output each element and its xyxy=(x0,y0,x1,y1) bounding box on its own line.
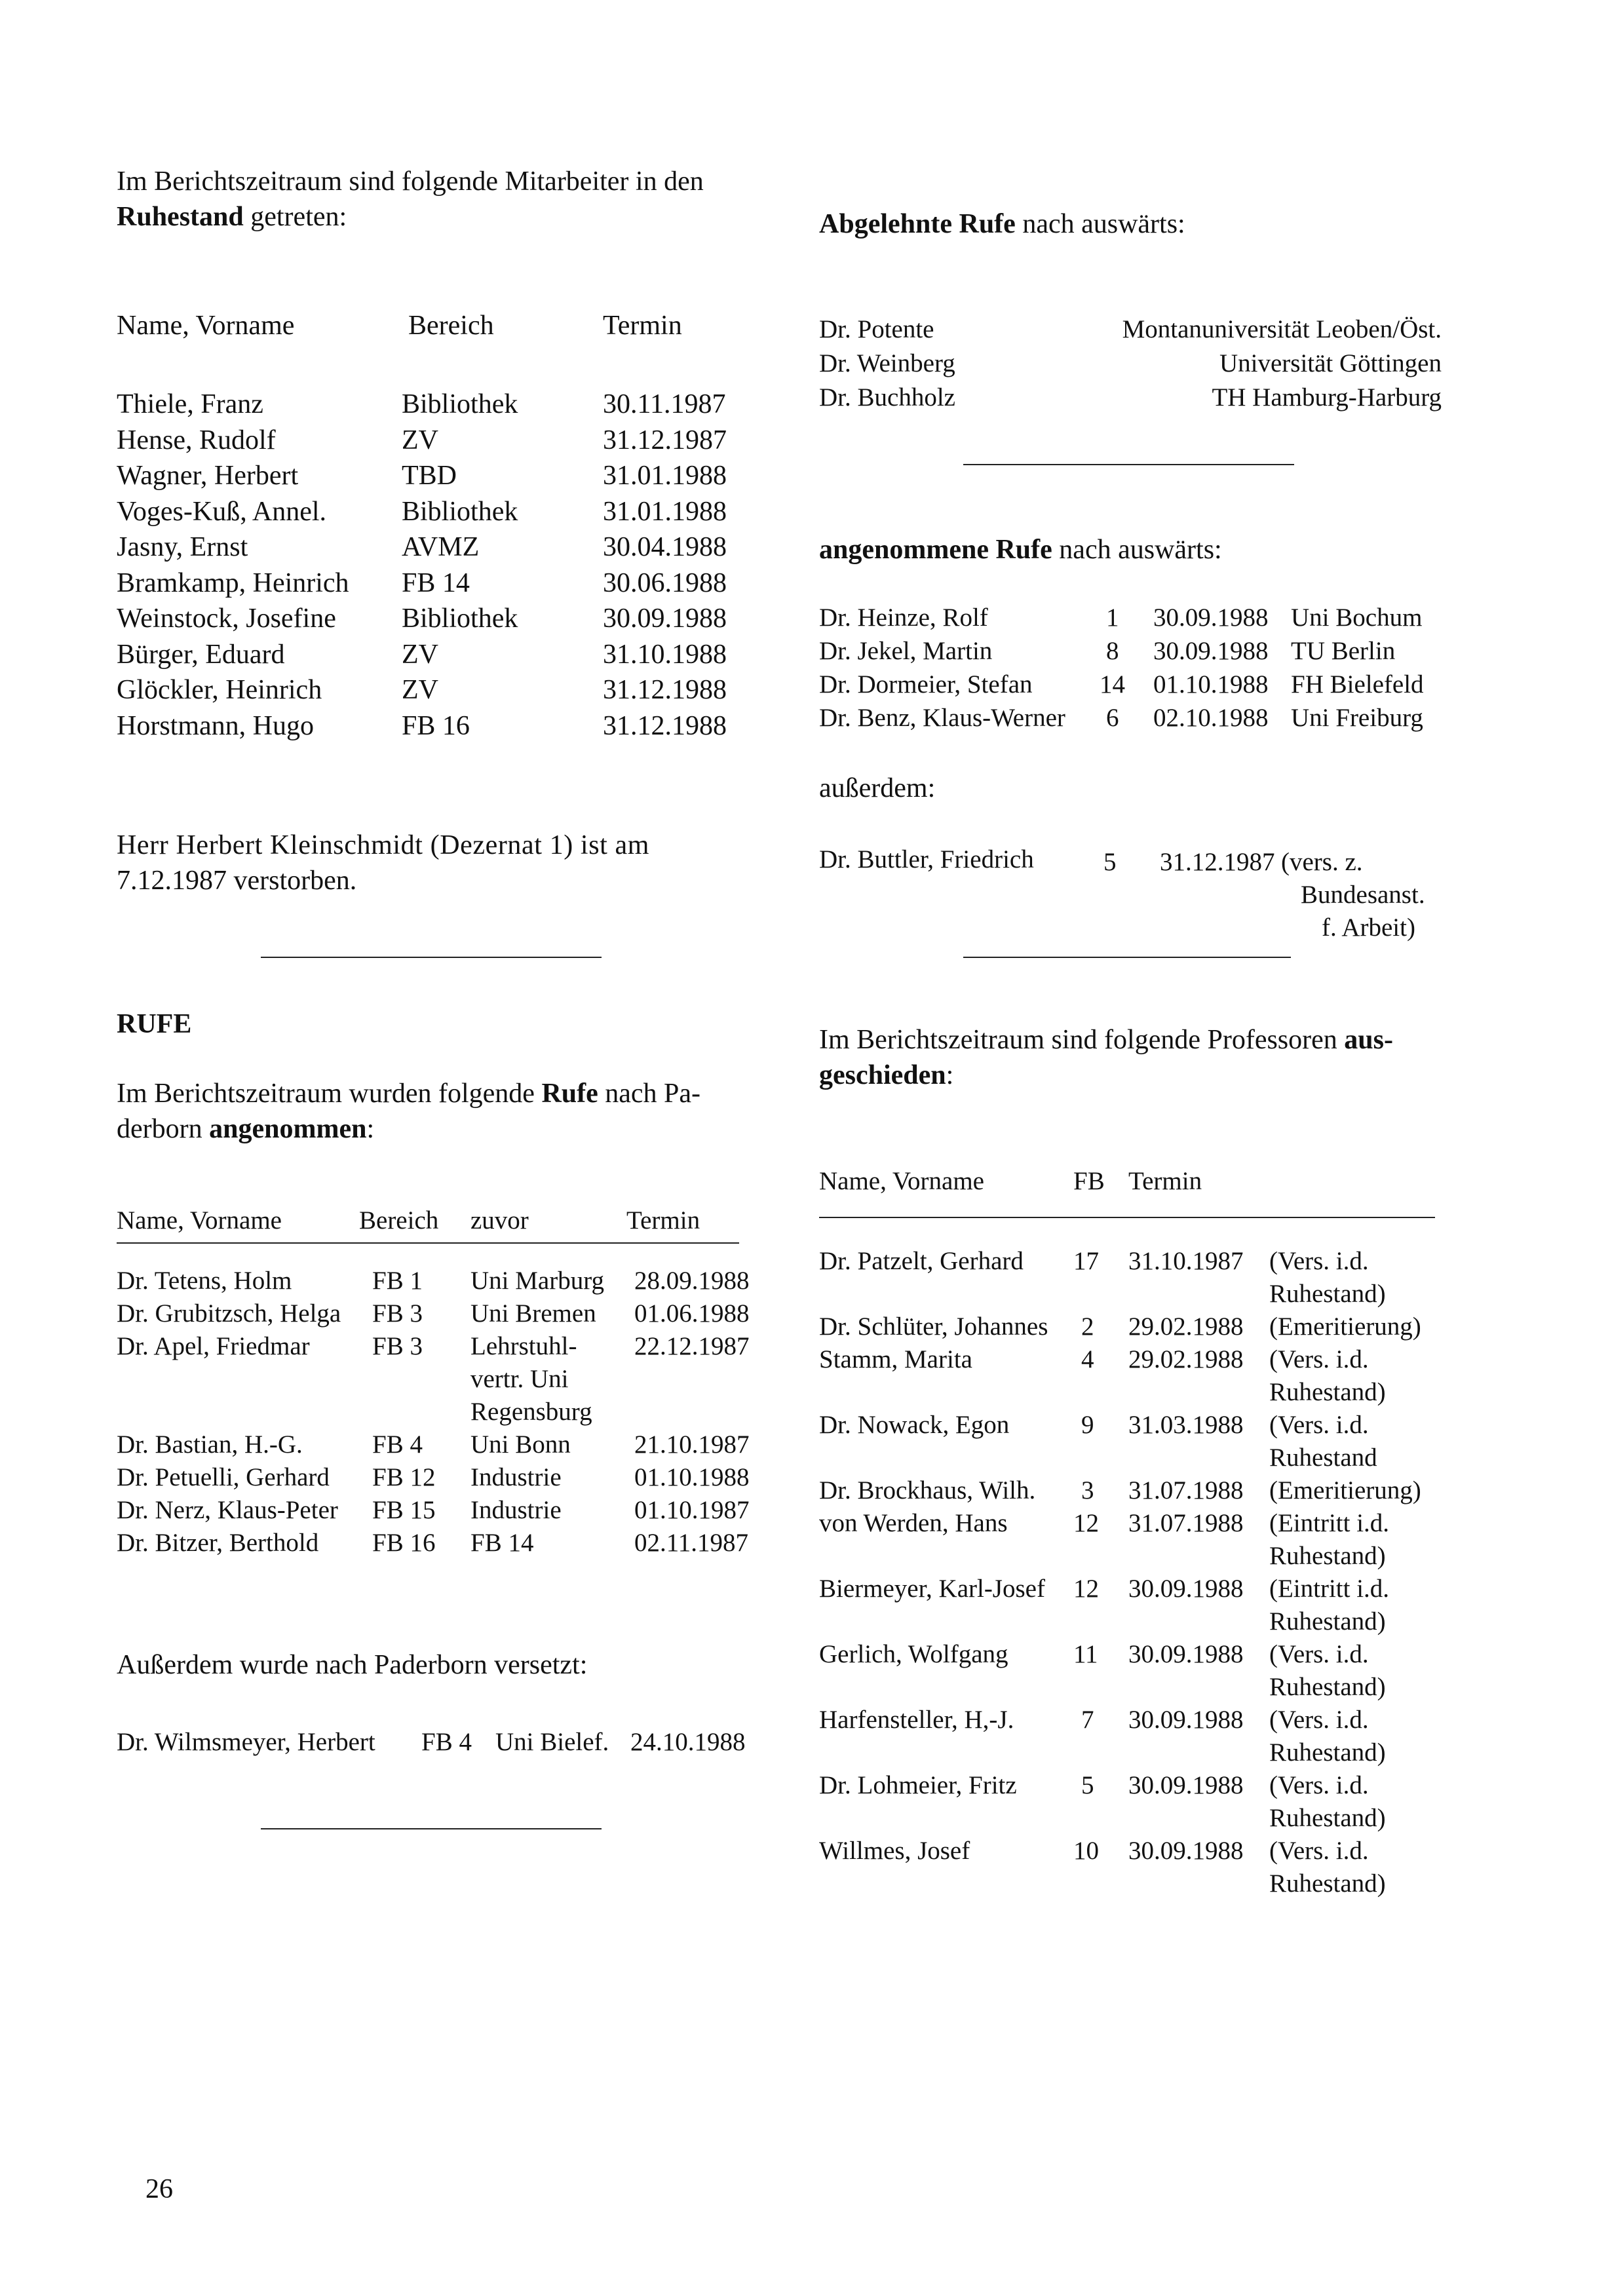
angenommen-date: 30.09.1988 xyxy=(1153,603,1269,632)
ausgeschieden-fb: 5 xyxy=(1081,1771,1094,1799)
ausgeschieden-note: (Emeritierung) xyxy=(1269,1476,1421,1504)
rufe-zuvor: Lehrstuhl- xyxy=(470,1332,577,1360)
ausgeschieden-intro-2b: geschieden xyxy=(819,1060,946,1090)
ausgeschieden-name: von Werden, Hans xyxy=(819,1509,1008,1537)
ruhestand-intro xyxy=(117,164,704,235)
abgelehnt-place: Montanuniversität Leoben/Öst. xyxy=(1122,315,1442,343)
rufe-header xyxy=(117,1204,739,1237)
angenommen-place: Uni Freiburg xyxy=(1291,704,1423,732)
rufe-termin: 21.10.1987 xyxy=(634,1430,750,1459)
divider xyxy=(963,464,1294,465)
rufe-name: Dr. Petuelli, Gerhard xyxy=(117,1463,330,1491)
abgelehnt-heading-rest: nach auswärts: xyxy=(1022,209,1185,239)
ausgeschieden-name: Stamm, Marita xyxy=(819,1345,972,1373)
ausgeschieden-note: (Vers. i.d. xyxy=(1269,1837,1369,1865)
ruhestand-name: Weinstock, Josefine xyxy=(117,603,336,634)
ausgeschieden-note: (Vers. i.d. xyxy=(1269,1247,1369,1275)
rufe-table xyxy=(117,1204,750,1571)
abgelehnt-place: TH Hamburg-Harburg xyxy=(1212,383,1442,411)
ruhestand-intro-line1: Im Berichtszeitraum sind folgende Mitarbeiter in den xyxy=(117,166,704,197)
rufe-zuvor: vertr. Uni xyxy=(470,1365,569,1393)
ausgeschieden-note-cont: Ruhestand) xyxy=(1269,1804,1386,1832)
angenommen-place: FH Bielefeld xyxy=(1291,670,1424,698)
divider xyxy=(261,957,602,958)
divider xyxy=(261,1828,602,1829)
ausserdem-label: außerdem: xyxy=(819,773,936,803)
rufe-termin: 01.10.1988 xyxy=(634,1463,750,1491)
rufe-bereich: FB 12 xyxy=(372,1463,436,1491)
divider xyxy=(963,957,1291,958)
ruhestand-intro-end: getreten: xyxy=(250,202,347,232)
ausgeschieden-intro-1: Im Berichtszeitraum sind folgende Professoren xyxy=(819,1025,1337,1055)
rufe-bereich: FB 1 xyxy=(372,1267,423,1295)
rufe-termin: 22.12.1987 xyxy=(634,1332,750,1360)
angenommen-name: Dr. Benz, Klaus-Werner xyxy=(819,704,1065,732)
ausgeschieden-fb: 10 xyxy=(1073,1837,1099,1865)
rufe-intro-1c: nach Pa- xyxy=(605,1079,701,1109)
ruhestand-name: Horstmann, Hugo xyxy=(117,710,314,741)
ruhestand-name: Voges-Kuß, Annel. xyxy=(117,496,327,527)
ausgeschieden-note-cont: Ruhestand) xyxy=(1269,1280,1386,1308)
ausgeschieden-note-cont: Ruhestand) xyxy=(1269,1869,1386,1898)
rufe-intro-1b: Rufe xyxy=(541,1079,598,1109)
ausgeschieden-header-name: Name, Vorname xyxy=(819,1167,984,1195)
rufe-header-rule xyxy=(117,1242,739,1244)
angenommen-name: Dr. Heinze, Rolf xyxy=(819,603,988,632)
ausgeschieden-name: Dr. Patzelt, Gerhard xyxy=(819,1247,1024,1275)
ausgeschieden-header-termin: Termin xyxy=(1128,1167,1202,1195)
rufe-name: Dr. Bastian, H.-G. xyxy=(117,1430,303,1459)
angenommen-date: 01.10.1988 xyxy=(1153,670,1269,698)
ruhestand-name: Bürger, Eduard xyxy=(117,639,285,670)
ruhestand-bereich: Bibliothek xyxy=(402,496,518,527)
ausgeschieden-fb: 11 xyxy=(1073,1640,1098,1668)
page-number: 26 xyxy=(145,2174,173,2204)
rufe-zuvor: FB 14 xyxy=(470,1529,534,1557)
ruhestand-termin: 31.01.1988 xyxy=(603,461,727,491)
ausgeschieden-fb: 12 xyxy=(1073,1575,1099,1603)
ruhestand-bereich: TBD xyxy=(402,461,457,491)
angenommen-date: 30.09.1988 xyxy=(1153,637,1269,665)
rufe-termin: 01.06.1988 xyxy=(634,1299,750,1328)
angenommen-fb: 8 xyxy=(1106,637,1119,665)
rufe-heading xyxy=(117,1006,191,1042)
rufe-termin: 28.09.1988 xyxy=(634,1267,750,1295)
rufe-name: Dr. Nerz, Klaus-Peter xyxy=(117,1496,338,1524)
ausgeschieden-header-fb: FB xyxy=(1073,1167,1105,1195)
death-note xyxy=(117,828,649,898)
angenommen-heading-bold: angenommene Rufe xyxy=(819,535,1052,565)
ausgeschieden-table xyxy=(819,1165,1448,1919)
ausgeschieden-name: Harfensteller, H,-J. xyxy=(819,1706,1014,1734)
rufe-intro-2a: derborn xyxy=(117,1114,202,1144)
ruhestand-bereich: ZV xyxy=(402,639,438,670)
angenommen-heading-rest: nach auswärts: xyxy=(1059,535,1222,565)
ruhestand-name: Wagner, Herbert xyxy=(117,461,299,491)
versetzt-zuvor: Uni Bielef. xyxy=(495,1728,609,1756)
ruhestand-bereich: ZV xyxy=(402,675,438,705)
ausgeschieden-note: (Eintritt i.d. xyxy=(1269,1575,1390,1603)
versetzt-bereich: FB 4 xyxy=(421,1728,472,1756)
ausgeschieden-date: 29.02.1988 xyxy=(1128,1312,1244,1341)
ausgeschieden-date: 31.07.1988 xyxy=(1128,1509,1244,1537)
ruhestand-termin: 30.09.1988 xyxy=(603,603,727,634)
rufe-termin: 01.10.1987 xyxy=(634,1496,750,1524)
rufe-zuvor: Industrie xyxy=(470,1463,562,1491)
ausgeschieden-fb: 9 xyxy=(1081,1411,1094,1439)
ruhestand-name: Thiele, Franz xyxy=(117,389,263,419)
buttler-row xyxy=(819,843,1448,948)
rufe-zuvor: Uni Bremen xyxy=(470,1299,596,1328)
ausgeschieden-note: (Eintritt i.d. xyxy=(1269,1509,1390,1537)
ruhestand-bereich: Bibliothek xyxy=(402,389,518,419)
ruhestand-header-termin: Termin xyxy=(603,311,682,341)
ruhestand-intro-bold: Ruhestand xyxy=(117,202,244,232)
rufe-bereich: FB 3 xyxy=(372,1332,423,1360)
ausgeschieden-date: 30.09.1988 xyxy=(1128,1837,1244,1865)
ausgeschieden-date: 31.03.1988 xyxy=(1128,1411,1244,1439)
angenommen-place: TU Berlin xyxy=(1291,637,1396,665)
ruhestand-header-bereich: Bereich xyxy=(408,311,494,341)
ruhestand-termin: 30.04.1988 xyxy=(603,532,727,562)
ausgeschieden-note-cont: Ruhestand) xyxy=(1269,1378,1386,1406)
ausgeschieden-date: 31.07.1988 xyxy=(1128,1476,1244,1504)
abgelehnt-name: Dr. Weinberg xyxy=(819,349,955,377)
rufe-name: Dr. Grubitzsch, Helga xyxy=(117,1299,341,1328)
ruhestand-bereich: AVMZ xyxy=(402,532,480,562)
rufe-intro-line1 xyxy=(117,1076,700,1111)
ausgeschieden-note-cont: Ruhestand) xyxy=(1269,1738,1386,1767)
ruhestand-termin: 31.12.1987 xyxy=(603,425,727,455)
ruhestand-termin: 30.11.1987 xyxy=(603,389,726,419)
rufe-header-name: Name, Vorname xyxy=(117,1206,282,1234)
angenommen-table xyxy=(819,602,1448,739)
ruhestand-bereich: FB 14 xyxy=(402,567,470,598)
ausgeschieden-name: Dr. Lohmeier, Fritz xyxy=(819,1771,1017,1799)
rufe-intro-2b: angenommen xyxy=(209,1114,367,1144)
ausgeschieden-note-cont: Ruhestand) xyxy=(1269,1673,1386,1701)
ruhestand-intro-line2 xyxy=(117,199,704,235)
rufe-zuvor: Uni Bonn xyxy=(470,1430,571,1459)
ausgeschieden-name: Dr. Nowack, Egon xyxy=(819,1411,1010,1439)
ruhestand-termin: 31.12.1988 xyxy=(603,710,727,741)
buttler-name: Dr. Buttler, Friedrich xyxy=(819,845,1034,873)
ausgeschieden-date: 31.10.1987 xyxy=(1128,1247,1244,1275)
ausgeschieden-note-cont: Ruhestand) xyxy=(1269,1607,1386,1636)
buttler-note-1: (vers. z. xyxy=(1281,848,1363,876)
buttler-note-2: Bundesanst. xyxy=(1301,881,1425,909)
ausgeschieden-note-cont: Ruhestand xyxy=(1269,1444,1377,1472)
versetzt-termin: 24.10.1988 xyxy=(630,1728,746,1756)
ausgeschieden-header xyxy=(819,1165,1448,1198)
rufe-header-bereich: Bereich xyxy=(359,1206,439,1234)
rufe-zuvor: Regensburg xyxy=(470,1398,592,1426)
angenommen-fb: 14 xyxy=(1100,670,1125,698)
ausgeschieden-date: 30.09.1988 xyxy=(1128,1706,1244,1734)
ruhestand-termin: 31.10.1988 xyxy=(603,639,727,670)
ausgeschieden-date: 30.09.1988 xyxy=(1128,1575,1244,1603)
death-note-line2: 7.12.1987 verstorben. xyxy=(117,866,357,896)
ausgeschieden-fb: 7 xyxy=(1081,1706,1094,1734)
angenommen-name: Dr. Dormeier, Stefan xyxy=(819,670,1033,698)
abgelehnt-name: Dr. Buchholz xyxy=(819,383,955,411)
rufe-intro xyxy=(117,1076,700,1147)
rufe-bereich: FB 3 xyxy=(372,1299,423,1328)
angenommen-place: Uni Bochum xyxy=(1291,603,1423,632)
ausgeschieden-fb: 12 xyxy=(1073,1509,1099,1537)
rufe-bereich: FB 16 xyxy=(372,1529,436,1557)
rufe-header-termin: Termin xyxy=(626,1206,700,1234)
versetzt-intro: Außerdem wurde nach Paderborn versetzt: xyxy=(117,1650,588,1680)
ausgeschieden-intro xyxy=(819,1022,1393,1093)
ausgeschieden-note-cont: Ruhestand) xyxy=(1269,1542,1386,1570)
death-note-line1: Herr Herbert Kleinschmidt (Dezernat 1) ist am xyxy=(117,830,650,860)
ruhestand-bereich: FB 16 xyxy=(402,710,470,741)
abgelehnt-heading xyxy=(819,206,1185,242)
ausgeschieden-fb: 3 xyxy=(1081,1476,1094,1504)
ausgeschieden-name: Biermeyer, Karl-Josef xyxy=(819,1575,1045,1603)
buttler-date: 31.12.1987 xyxy=(1160,848,1275,876)
ausgeschieden-name: Willmes, Josef xyxy=(819,1837,970,1865)
rufe-bereich: FB 4 xyxy=(372,1430,423,1459)
angenommen-name: Dr. Jekel, Martin xyxy=(819,637,993,665)
rufe-intro-2c: : xyxy=(366,1114,375,1144)
rufe-heading-text: RUFE xyxy=(117,1009,192,1039)
angenommen-date: 02.10.1988 xyxy=(1153,704,1269,732)
abgelehnt-heading-bold: Abgelehnte Rufe xyxy=(819,209,1016,239)
ausgeschieden-header-rule xyxy=(819,1217,1435,1218)
ruhestand-name: Glöckler, Heinrich xyxy=(117,675,322,705)
ruhestand-header-name: Name, Vorname xyxy=(117,311,295,341)
buttler-note-3: f. Arbeit) xyxy=(1322,913,1415,942)
ausgeschieden-note: (Vers. i.d. xyxy=(1269,1345,1369,1373)
ruhestand-name: Bramkamp, Heinrich xyxy=(117,567,349,598)
versetzt-name: Dr. Wilmsmeyer, Herbert xyxy=(117,1728,375,1756)
rufe-intro-1a: Im Berichtszeitraum wurden folgende xyxy=(117,1079,535,1109)
ruhestand-bereich: ZV xyxy=(402,425,438,455)
ruhestand-name: Jasny, Ernst xyxy=(117,532,248,562)
ruhestand-bereich: Bibliothek xyxy=(402,603,518,634)
ruhestand-termin: 31.12.1988 xyxy=(603,675,727,705)
rufe-zuvor: Industrie xyxy=(470,1496,562,1524)
versetzt-row xyxy=(117,1726,746,1761)
ruhestand-header xyxy=(117,308,746,343)
rufe-name: Dr. Tetens, Holm xyxy=(117,1267,292,1295)
ausgeschieden-name: Gerlich, Wolfgang xyxy=(819,1640,1008,1668)
abgelehnt-table xyxy=(819,313,1448,418)
ausgeschieden-intro-1b: aus- xyxy=(1344,1025,1393,1055)
ausgeschieden-note: (Vers. i.d. xyxy=(1269,1771,1369,1799)
ruhestand-termin: 31.01.1988 xyxy=(603,496,727,527)
ausgeschieden-name: Dr. Brockhaus, Wilh. xyxy=(819,1476,1036,1504)
rufe-bereich: FB 15 xyxy=(372,1496,436,1524)
ausgeschieden-intro-2c: : xyxy=(946,1060,954,1090)
ausgeschieden-date: 30.09.1988 xyxy=(1128,1771,1244,1799)
angenommen-fb: 1 xyxy=(1106,603,1119,632)
abgelehnt-name: Dr. Potente xyxy=(819,315,934,343)
ruhestand-termin: 30.06.1988 xyxy=(603,567,727,598)
ausgeschieden-note: (Vers. i.d. xyxy=(1269,1706,1369,1734)
ausgeschieden-note: (Vers. i.d. xyxy=(1269,1411,1369,1439)
ausgeschieden-intro-line2 xyxy=(819,1058,1393,1093)
rufe-name: Dr. Apel, Friedmar xyxy=(117,1332,310,1360)
ausgeschieden-date: 30.09.1988 xyxy=(1128,1640,1244,1668)
angenommen-fb: 6 xyxy=(1106,704,1119,732)
ruhestand-table xyxy=(117,308,746,754)
ausgeschieden-intro-line1 xyxy=(819,1022,1393,1058)
rufe-intro-line2 xyxy=(117,1111,700,1147)
angenommen-heading xyxy=(819,532,1222,567)
abgelehnt-place: Universität Göttingen xyxy=(1219,349,1442,377)
rufe-termin: 02.11.1987 xyxy=(634,1529,749,1557)
rufe-header-zuvor: zuvor xyxy=(470,1206,529,1234)
ausgeschieden-date: 29.02.1988 xyxy=(1128,1345,1244,1373)
ausgeschieden-fb: 4 xyxy=(1081,1345,1094,1373)
ausgeschieden-note: (Emeritierung) xyxy=(1269,1312,1421,1341)
ruhestand-name: Hense, Rudolf xyxy=(117,425,276,455)
ausgeschieden-fb: 17 xyxy=(1073,1247,1099,1275)
ausgeschieden-note: (Vers. i.d. xyxy=(1269,1640,1369,1668)
rufe-zuvor: Uni Marburg xyxy=(470,1267,605,1295)
buttler-fb: 5 xyxy=(1103,848,1117,876)
ausgeschieden-fb: 2 xyxy=(1081,1312,1094,1341)
rufe-name: Dr. Bitzer, Berthold xyxy=(117,1529,319,1557)
ausgeschieden-name: Dr. Schlüter, Johannes xyxy=(819,1312,1048,1341)
